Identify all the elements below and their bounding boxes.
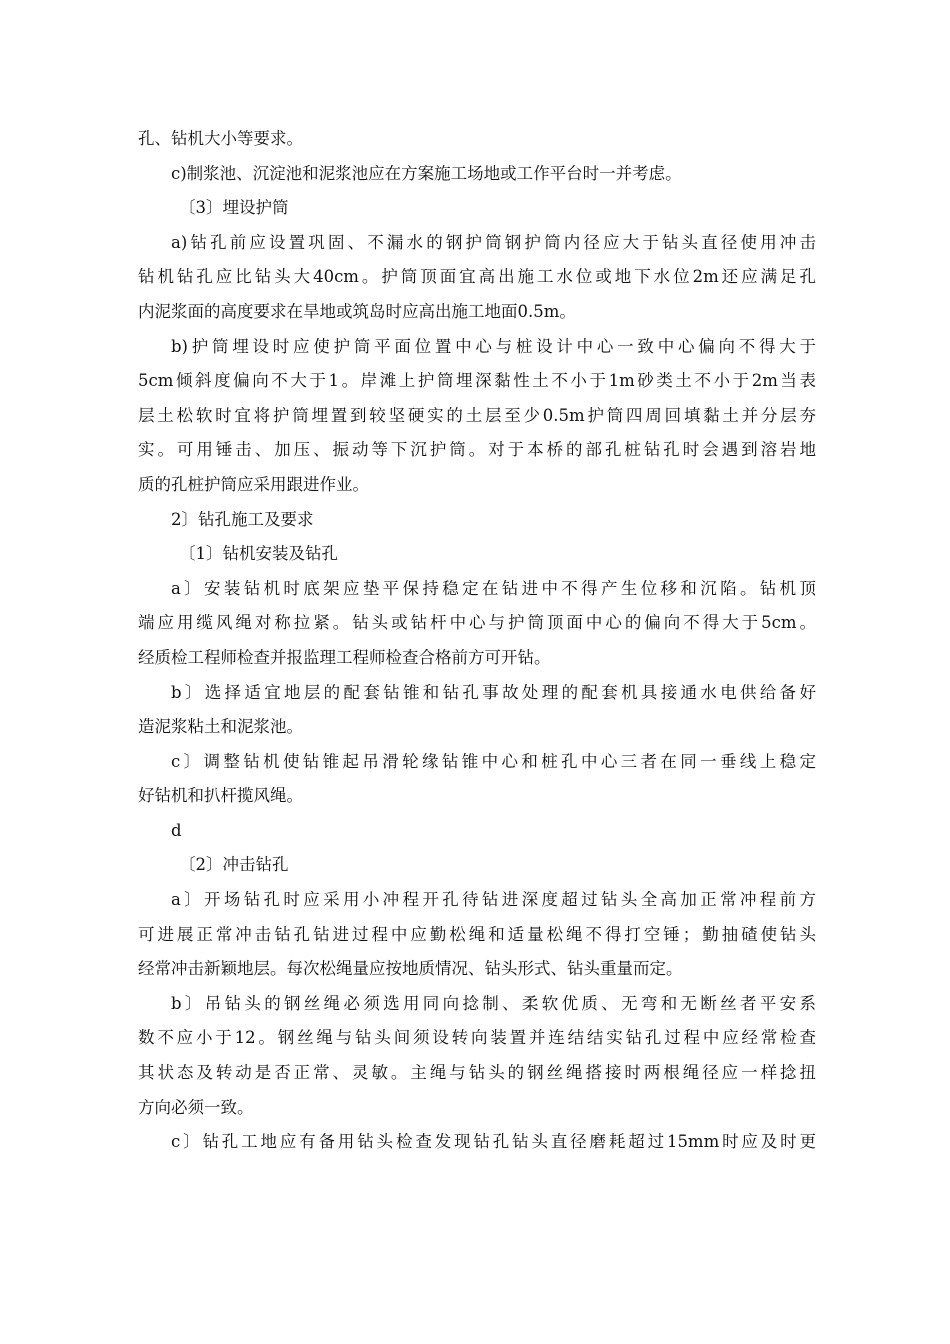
text-line: 〔3〕埋设护筒 — [179, 198, 289, 218]
text-line: 〔1〕钻机安装及钻孔 — [179, 544, 338, 564]
text-line: 数不应小于12。钢丝绳与钻头间须设转向装置并连结结实钻孔过程中应经常检查 — [138, 1028, 816, 1048]
text-line: 层土松软时宜将护筒埋置到较坚硬实的土层至少0.5m护筒四周回填黏土并分层夯 — [138, 405, 816, 425]
text-line: d — [171, 820, 182, 840]
text-line: c〕调整钻机使钻锥起吊滑轮缘钻锥中心和桩孔中心三者在同一垂线上稳定 — [171, 751, 816, 771]
text-line: b〕吊钻头的钢丝绳必须选用同向捻制、柔软优质、无弯和无断丝者平安系 — [171, 993, 816, 1013]
text-line: 经常冲击新颖地层。每次松绳量应按地质情况、钻头形式、钻头重量而定。 — [138, 959, 683, 979]
text-line: 造泥浆粘土和泥浆池。 — [138, 717, 303, 737]
text-line: b)护筒埋设时应使护筒平面位置中心与桩设计中心一致中心偏向不得大于 — [171, 336, 816, 356]
text-line: 2〕钻孔施工及要求 — [171, 509, 314, 529]
text-line: 其状态及转动是否正常、灵敏。主绳与钻头的钢丝绳搭接时两根绳径应一样捻扭 — [138, 1063, 816, 1083]
text-line: 质的孔桩护筒应采用跟进作业。 — [138, 474, 369, 494]
text-line: b〕选择适宜地层的配套钻锥和钻孔事故处理的配套机具接通水电供给备好 — [171, 682, 816, 702]
text-line: 好钻机和扒杆揽风绳。 — [138, 786, 303, 806]
text-line: a〕开场钻孔时应采用小冲程开孔待钻进深度超过钻头全高加正常冲程前方 — [171, 890, 816, 910]
text-line: 5cm倾斜度偏向不大于1。岸滩上护筒埋深黏性土不小于1m砂类土不小于2m当表 — [138, 371, 816, 391]
text-line: 孔、钻机大小等要求。 — [138, 129, 303, 148]
text-line: 方向必须一致。 — [138, 1097, 254, 1117]
text-line: 钻机钻孔应比钻头大40cm。护筒顶面宜高出施工水位或地下水位2m还应满足孔 — [138, 267, 816, 287]
text-line: c〕钻孔工地应有备用钻头检查发现钻孔钻头直径磨耗超过15mm时应及时更 — [171, 1132, 816, 1152]
text-line: 可进展正常冲击钻孔钻进过程中应勤松绳和适量松绳不得打空锤；勤抽碴使钻头 — [138, 924, 816, 944]
text-line: 实。可用锤击、加压、振动等下沉护筒。对于本桥的部孔桩钻孔时会遇到溶岩地 — [138, 440, 816, 460]
document-page — [138, 122, 816, 1160]
text-line: a〕安装钻机时底架应垫平保持稳定在钻进中不得产生位移和沉陷。钻机顶 — [171, 578, 816, 598]
text-line: a)钻孔前应设置巩固、不漏水的钢护筒钢护筒内径应大于钻头直径使用冲击 — [171, 232, 816, 252]
text-line: c)制浆池、沉淀池和泥浆池应在方案施工场地或工作平台时一并考虑。 — [171, 163, 682, 183]
text-line: 〔2〕冲击钻孔 — [179, 855, 289, 875]
text-line: 端应用缆风绳对称拉紧。钻头或钻杆中心与护筒顶面中心的偏向不得大于5cm。 — [138, 613, 816, 633]
text-line: 经质检工程师检查并报监理工程师检查合格前方可开钻。 — [138, 647, 551, 667]
text-line: 内泥浆面的高度要求在旱地或筑岛时应高出施工地面0.5m。 — [138, 301, 576, 321]
